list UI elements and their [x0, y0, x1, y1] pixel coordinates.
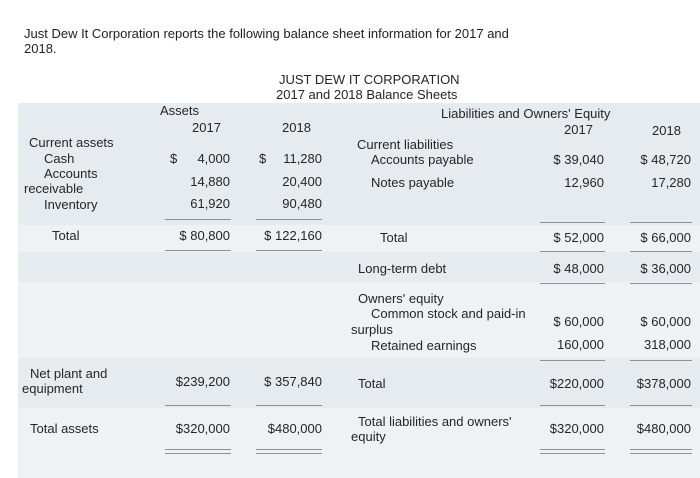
common-stock-2018: $ 60,000 [640, 314, 691, 329]
net-plant-2017: $239,200 [175, 374, 230, 389]
rule-eq-2018 [630, 405, 692, 406]
long-term-debt-2018: $ 36,000 [640, 261, 691, 276]
inventory-label: Inventory [44, 197, 98, 212]
problem-intro: Just Dew It Corporation reports the following balance sheet information for 2017 and 2018. [24, 26, 509, 56]
rule-liab-2017-sub [540, 222, 605, 223]
dbl-ta-2017-a [165, 449, 231, 450]
total-liab-equity-label-1: Total liabilities and owners' [358, 414, 512, 429]
receivable-2017: 14,880 [190, 174, 230, 189]
long-term-debt-label: Long-term debt [358, 261, 447, 276]
dbl-tle-2017-b [540, 453, 605, 454]
retained-earnings-2017: 160,000 [557, 337, 604, 352]
liab-total-2017: $ 52,000 [553, 230, 604, 245]
dbl-tle-2018-b [630, 453, 692, 454]
current-assets-label: Current assets [29, 135, 114, 150]
common-stock-label-2: surplus [351, 322, 393, 337]
cash-label: Cash [44, 151, 75, 166]
company-name: JUST DEW IT CORPORATION [279, 72, 460, 87]
assets-total-label: Total [52, 228, 80, 243]
rule-assets-2017-sub [165, 219, 231, 220]
dbl-ta-2017-b [165, 453, 231, 454]
dbl-tle-2017-a [540, 449, 605, 450]
liab-year-2018: 2018 [652, 123, 681, 138]
dbl-tle-2018-a [630, 449, 692, 450]
total-assets-2017: $320,000 [175, 421, 230, 436]
net-plant-2018: $ 357,840 [264, 374, 322, 389]
inventory-2017: 61,920 [190, 196, 230, 211]
liab-total-2018: $ 66,000 [640, 230, 691, 245]
balance-sheet-subtitle: 2017 and 2018 Balance Sheets [276, 87, 458, 102]
dbl-ta-2018-b [256, 453, 322, 454]
net-plant-label-2: equipment [22, 381, 83, 396]
liab-year-2017: 2017 [564, 122, 593, 137]
net-plant-label-1: Net plant and [30, 366, 108, 381]
rule-np-2017 [165, 405, 231, 406]
equity-total-label: Total [358, 376, 386, 391]
assets-heading: Assets [160, 103, 200, 118]
rule-assets-2018-total [256, 250, 322, 251]
assets-total-2017: $ 80,800 [179, 228, 230, 243]
retained-earnings-2018: 318,000 [644, 337, 691, 352]
total-liab-equity-label-2: equity [351, 429, 386, 444]
rule-np-2018 [256, 405, 322, 406]
receivable-2018: 20,400 [282, 174, 322, 189]
assets-year-2018: 2018 [282, 120, 311, 135]
notes-payable-label: Notes payable [371, 175, 455, 190]
total-assets-label: Total assets [30, 421, 99, 436]
rule-eq-2017 [540, 405, 605, 406]
rule-liab-2017-total [540, 251, 605, 252]
owners-equity-label: Owners' equity [358, 291, 444, 306]
cash-2018-dollar: $ [259, 151, 267, 166]
common-stock-label-1: Common stock and paid-in [371, 306, 526, 321]
rule-liab-2018-sub [630, 222, 692, 223]
total-liab-equity-2017: $320,000 [549, 421, 604, 436]
receivable-label-1: Accounts [44, 166, 98, 181]
rule-ltd-2017 [540, 283, 605, 284]
assets-total-2018: $ 122,160 [264, 228, 322, 243]
rule-re-2017 [540, 360, 605, 361]
cash-2018: 11,280 [283, 151, 322, 166]
liab-total-label: Total [380, 230, 408, 245]
liabilities-heading: Liabilities and Owners' Equity [441, 106, 611, 121]
dbl-ta-2018-a [256, 449, 322, 450]
accounts-payable-2018: $ 48,720 [640, 152, 691, 167]
notes-payable-2017: 12,960 [564, 175, 604, 190]
cash-2017-dollar: $ [170, 151, 178, 166]
rule-re-2018 [630, 360, 692, 361]
rule-assets-2018-sub [256, 219, 322, 220]
accounts-payable-2017: $ 39,040 [553, 152, 604, 167]
common-stock-2017: $ 60,000 [553, 314, 604, 329]
inventory-2018: 90,480 [282, 196, 322, 211]
accounts-payable-label: Accounts payable [371, 152, 474, 167]
total-liab-equity-2018: $480,000 [636, 421, 691, 436]
long-term-debt-2017: $ 48,000 [553, 261, 604, 276]
assets-year-2017: 2017 [192, 120, 221, 135]
current-liabilities-label: Current liabilities [357, 137, 454, 152]
retained-earnings-label: Retained earnings [371, 338, 477, 353]
notes-payable-2018: 17,280 [651, 175, 691, 190]
rule-ltd-2018 [630, 283, 692, 284]
total-assets-2018: $480,000 [267, 421, 322, 436]
cash-2017: 4,000 [197, 151, 230, 166]
receivable-label-2: receivable [24, 181, 84, 196]
rule-liab-2018-total [630, 251, 692, 252]
equity-total-2018: $378,000 [636, 376, 691, 391]
rule-assets-2017-total [165, 250, 231, 251]
equity-total-2017: $220,000 [549, 376, 604, 391]
